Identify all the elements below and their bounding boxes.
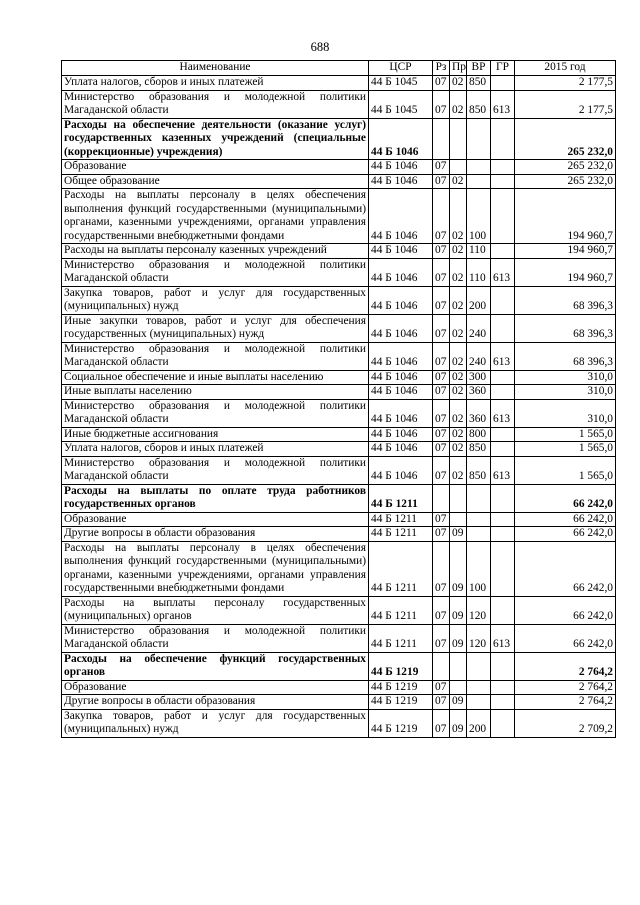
row-pr-cell: 02 <box>450 90 467 118</box>
row-csr-cell: 44 Б 1046 <box>369 399 433 427</box>
table-row <box>62 695 616 710</box>
row-pr-cell <box>450 512 467 527</box>
table-row <box>62 456 616 484</box>
row-gr-cell <box>491 160 515 175</box>
row-pr-cell: 02 <box>450 442 467 457</box>
row-amount-cell: 265 232,0 <box>515 174 616 189</box>
row-csr-cell: 44 Б 1046 <box>369 442 433 457</box>
row-amount-cell: 66 242,0 <box>515 527 616 542</box>
row-gr-cell <box>491 370 515 385</box>
row-vr-cell <box>467 680 491 695</box>
row-rz-cell: 07 <box>433 160 450 175</box>
row-gr-cell <box>491 484 515 512</box>
row-csr-cell: 44 Б 1219 <box>369 709 433 737</box>
row-csr-cell: 44 Б 1046 <box>369 189 433 244</box>
row-rz-cell: 07 <box>433 527 450 542</box>
row-gr-cell <box>491 76 515 91</box>
row-vr-cell <box>467 484 491 512</box>
row-pr-cell <box>450 680 467 695</box>
row-rz-cell: 07 <box>433 174 450 189</box>
row-amount-cell: 68 396,3 <box>515 314 616 342</box>
row-gr-cell: 613 <box>491 258 515 286</box>
row-gr-cell <box>491 527 515 542</box>
row-vr-cell: 200 <box>467 709 491 737</box>
header-gr: ГР <box>491 61 515 76</box>
row-gr-cell <box>491 695 515 710</box>
table-row <box>62 527 616 542</box>
row-csr-cell: 44 Б 1046 <box>369 427 433 442</box>
row-name-cell: Общее образование <box>62 174 369 189</box>
row-name-cell: Министерство образования и молодежной политики Магаданской области <box>62 624 369 652</box>
table-row <box>62 258 616 286</box>
row-gr-cell <box>491 680 515 695</box>
header-rz: Рз <box>433 61 450 76</box>
row-name-cell: Закупка товаров, работ и услуг для государственных (муниципальных) нужд <box>62 709 369 737</box>
row-rz-cell: 07 <box>433 442 450 457</box>
row-csr-cell: 44 Б 1046 <box>369 370 433 385</box>
table-row <box>62 174 616 189</box>
row-gr-cell <box>491 652 515 680</box>
row-rz-cell: 07 <box>433 76 450 91</box>
header-year: 2015 год <box>515 61 616 76</box>
row-rz-cell: 07 <box>433 244 450 259</box>
row-gr-cell: 613 <box>491 342 515 370</box>
row-csr-cell: 44 Б 1046 <box>369 286 433 314</box>
row-rz-cell: 07 <box>433 399 450 427</box>
row-vr-cell: 800 <box>467 427 491 442</box>
row-pr-cell: 09 <box>450 541 467 596</box>
row-gr-cell <box>491 118 515 160</box>
row-pr-cell: 02 <box>450 174 467 189</box>
row-amount-cell: 2 177,5 <box>515 90 616 118</box>
row-csr-cell: 44 Б 1211 <box>369 527 433 542</box>
row-pr-cell: 02 <box>450 286 467 314</box>
row-amount-cell: 68 396,3 <box>515 286 616 314</box>
row-vr-cell: 850 <box>467 442 491 457</box>
row-vr-cell <box>467 174 491 189</box>
row-name-cell: Другие вопросы в области образования <box>62 695 369 710</box>
row-rz-cell <box>433 484 450 512</box>
row-pr-cell: 09 <box>450 596 467 624</box>
row-vr-cell: 120 <box>467 596 491 624</box>
row-amount-cell: 194 960,7 <box>515 258 616 286</box>
row-rz-cell <box>433 118 450 160</box>
row-amount-cell: 2 764,2 <box>515 652 616 680</box>
row-vr-cell: 110 <box>467 244 491 259</box>
row-name-cell: Уплата налогов, сборов и иных платежей <box>62 442 369 457</box>
row-amount-cell: 265 232,0 <box>515 160 616 175</box>
row-vr-cell <box>467 652 491 680</box>
row-csr-cell: 44 Б 1046 <box>369 118 433 160</box>
table-row <box>62 385 616 400</box>
header-name: Наименование <box>62 61 369 76</box>
row-name-cell: Образование <box>62 160 369 175</box>
row-amount-cell: 66 242,0 <box>515 541 616 596</box>
row-rz-cell: 07 <box>433 342 450 370</box>
row-csr-cell: 44 Б 1046 <box>369 342 433 370</box>
row-rz-cell: 07 <box>433 314 450 342</box>
table-row <box>62 189 616 244</box>
row-vr-cell: 240 <box>467 314 491 342</box>
row-name-cell: Расходы на выплаты персоналу в целях обеспечения выполнения функций государственными (муниципальными) органами, казенными учреждениями, органами управления государственными внебюджетными фондами <box>62 541 369 596</box>
row-rz-cell: 07 <box>433 680 450 695</box>
row-pr-cell <box>450 118 467 160</box>
row-pr-cell <box>450 160 467 175</box>
row-amount-cell: 66 242,0 <box>515 512 616 527</box>
row-rz-cell: 07 <box>433 596 450 624</box>
table-row <box>62 624 616 652</box>
row-csr-cell: 44 Б 1045 <box>369 90 433 118</box>
row-vr-cell: 850 <box>467 76 491 91</box>
row-gr-cell <box>491 512 515 527</box>
row-gr-cell <box>491 442 515 457</box>
row-pr-cell: 02 <box>450 314 467 342</box>
row-amount-cell: 2 764,2 <box>515 680 616 695</box>
row-rz-cell: 07 <box>433 90 450 118</box>
row-pr-cell: 02 <box>450 385 467 400</box>
budget-table <box>61 60 616 738</box>
row-amount-cell: 310,0 <box>515 385 616 400</box>
row-gr-cell <box>491 541 515 596</box>
row-vr-cell: 360 <box>467 385 491 400</box>
table-row <box>62 314 616 342</box>
row-pr-cell: 09 <box>450 695 467 710</box>
row-vr-cell: 240 <box>467 342 491 370</box>
row-rz-cell: 07 <box>433 385 450 400</box>
row-pr-cell: 02 <box>450 342 467 370</box>
row-amount-cell: 66 242,0 <box>515 596 616 624</box>
row-rz-cell: 07 <box>433 189 450 244</box>
row-pr-cell: 09 <box>450 709 467 737</box>
row-gr-cell <box>491 427 515 442</box>
row-amount-cell: 1 565,0 <box>515 427 616 442</box>
row-vr-cell: 850 <box>467 90 491 118</box>
row-amount-cell: 310,0 <box>515 370 616 385</box>
row-csr-cell: 44 Б 1211 <box>369 624 433 652</box>
row-gr-cell: 613 <box>491 456 515 484</box>
table-row <box>62 427 616 442</box>
row-csr-cell: 44 Б 1211 <box>369 541 433 596</box>
row-amount-cell: 1 565,0 <box>515 456 616 484</box>
row-name-cell: Иные бюджетные ассигнования <box>62 427 369 442</box>
row-amount-cell: 265 232,0 <box>515 118 616 160</box>
header-vr: ВР <box>467 61 491 76</box>
row-csr-cell: 44 Б 1219 <box>369 680 433 695</box>
row-name-cell: Расходы на выплаты персоналу государственных (муниципальных) органов <box>62 596 369 624</box>
row-amount-cell: 68 396,3 <box>515 342 616 370</box>
row-rz-cell: 07 <box>433 370 450 385</box>
row-rz-cell: 07 <box>433 456 450 484</box>
row-pr-cell: 02 <box>450 456 467 484</box>
row-pr-cell: 09 <box>450 624 467 652</box>
row-gr-cell <box>491 314 515 342</box>
row-pr-cell: 09 <box>450 527 467 542</box>
table-row <box>62 680 616 695</box>
row-csr-cell: 44 Б 1211 <box>369 484 433 512</box>
row-gr-cell <box>491 596 515 624</box>
row-name-cell: Министерство образования и молодежной политики Магаданской области <box>62 342 369 370</box>
row-vr-cell: 360 <box>467 399 491 427</box>
row-amount-cell: 2 177,5 <box>515 76 616 91</box>
table-row <box>62 709 616 737</box>
row-vr-cell: 200 <box>467 286 491 314</box>
table-row <box>62 541 616 596</box>
row-gr-cell <box>491 174 515 189</box>
row-pr-cell: 02 <box>450 189 467 244</box>
row-rz-cell: 07 <box>433 258 450 286</box>
table-row <box>62 244 616 259</box>
row-name-cell: Уплата налогов, сборов и иных платежей <box>62 76 369 91</box>
row-rz-cell: 07 <box>433 709 450 737</box>
header-csr: ЦСР <box>369 61 433 76</box>
row-rz-cell: 07 <box>433 427 450 442</box>
table-row <box>62 512 616 527</box>
row-name-cell: Социальное обеспечение и иные выплаты населению <box>62 370 369 385</box>
row-name-cell: Образование <box>62 512 369 527</box>
row-gr-cell <box>491 244 515 259</box>
row-gr-cell <box>491 709 515 737</box>
row-rz-cell <box>433 652 450 680</box>
row-csr-cell: 44 Б 1046 <box>369 258 433 286</box>
row-vr-cell <box>467 527 491 542</box>
row-rz-cell: 07 <box>433 695 450 710</box>
row-name-cell: Министерство образования и молодежной политики Магаданской области <box>62 399 369 427</box>
row-gr-cell <box>491 385 515 400</box>
row-gr-cell: 613 <box>491 90 515 118</box>
row-csr-cell: 44 Б 1046 <box>369 174 433 189</box>
row-amount-cell: 66 242,0 <box>515 624 616 652</box>
row-name-cell: Расходы на выплаты по оплате труда работников государственных органов <box>62 484 369 512</box>
row-gr-cell: 613 <box>491 399 515 427</box>
row-vr-cell: 100 <box>467 189 491 244</box>
table-row <box>62 342 616 370</box>
row-vr-cell <box>467 512 491 527</box>
row-gr-cell <box>491 286 515 314</box>
row-pr-cell: 02 <box>450 76 467 91</box>
row-name-cell: Иные выплаты населению <box>62 385 369 400</box>
table-row <box>62 90 616 118</box>
table-row <box>62 484 616 512</box>
row-name-cell: Закупка товаров, работ и услуг для государственных (муниципальных) нужд <box>62 286 369 314</box>
table-body <box>62 76 616 738</box>
row-name-cell: Расходы на выплаты персоналу в целях обеспечения выполнения функций государственными (муниципальными) органами, казенными учреждениями, органами управления государственными внебюджетными фондами <box>62 189 369 244</box>
row-name-cell: Расходы на выплаты персоналу казенных учреждений <box>62 244 369 259</box>
row-rz-cell: 07 <box>433 624 450 652</box>
row-amount-cell: 2 709,2 <box>515 709 616 737</box>
row-amount-cell: 194 960,7 <box>515 189 616 244</box>
row-pr-cell <box>450 484 467 512</box>
row-csr-cell: 44 Б 1211 <box>369 512 433 527</box>
row-csr-cell: 44 Б 1046 <box>369 244 433 259</box>
row-pr-cell: 02 <box>450 427 467 442</box>
table-row <box>62 370 616 385</box>
row-amount-cell: 2 764,2 <box>515 695 616 710</box>
row-vr-cell: 300 <box>467 370 491 385</box>
header-pr: Пр <box>450 61 467 76</box>
row-rz-cell: 07 <box>433 541 450 596</box>
row-gr-cell <box>491 189 515 244</box>
row-csr-cell: 44 Б 1046 <box>369 456 433 484</box>
row-amount-cell: 194 960,7 <box>515 244 616 259</box>
row-name-cell: Министерство образования и молодежной политики Магаданской области <box>62 90 369 118</box>
row-csr-cell: 44 Б 1045 <box>369 76 433 91</box>
row-pr-cell <box>450 652 467 680</box>
table-row <box>62 118 616 160</box>
row-vr-cell <box>467 160 491 175</box>
row-vr-cell: 100 <box>467 541 491 596</box>
row-rz-cell: 07 <box>433 286 450 314</box>
row-name-cell: Иные закупки товаров, работ и услуг для обеспечения государственных (муниципальных) нужд <box>62 314 369 342</box>
row-pr-cell: 02 <box>450 244 467 259</box>
table-row <box>62 286 616 314</box>
row-name-cell: Расходы на обеспечение деятельности (оказание услуг) государственных казенных учреждений (специальные (коррекционные) учреждения) <box>62 118 369 160</box>
row-vr-cell <box>467 695 491 710</box>
row-vr-cell <box>467 118 491 160</box>
row-pr-cell: 02 <box>450 370 467 385</box>
table-row <box>62 442 616 457</box>
table-header-row <box>62 61 616 76</box>
row-pr-cell: 02 <box>450 258 467 286</box>
row-csr-cell: 44 Б 1219 <box>369 695 433 710</box>
row-name-cell: Расходы на обеспечение функций государственных органов <box>62 652 369 680</box>
row-csr-cell: 44 Б 1046 <box>369 160 433 175</box>
table-row <box>62 652 616 680</box>
row-gr-cell: 613 <box>491 624 515 652</box>
row-pr-cell: 02 <box>450 399 467 427</box>
table-row <box>62 399 616 427</box>
table-row <box>62 596 616 624</box>
row-csr-cell: 44 Б 1046 <box>369 385 433 400</box>
row-vr-cell: 850 <box>467 456 491 484</box>
row-name-cell: Другие вопросы в области образования <box>62 527 369 542</box>
row-vr-cell: 110 <box>467 258 491 286</box>
page-number: 688 <box>310 40 330 54</box>
table-row <box>62 76 616 91</box>
row-csr-cell: 44 Б 1219 <box>369 652 433 680</box>
row-amount-cell: 1 565,0 <box>515 442 616 457</box>
row-csr-cell: 44 Б 1211 <box>369 596 433 624</box>
row-csr-cell: 44 Б 1046 <box>369 314 433 342</box>
row-name-cell: Министерство образования и молодежной политики Магаданской области <box>62 456 369 484</box>
table-row <box>62 160 616 175</box>
row-amount-cell: 66 242,0 <box>515 484 616 512</box>
row-amount-cell: 310,0 <box>515 399 616 427</box>
row-name-cell: Министерство образования и молодежной политики Магаданской области <box>62 258 369 286</box>
row-vr-cell: 120 <box>467 624 491 652</box>
row-name-cell: Образование <box>62 680 369 695</box>
row-rz-cell: 07 <box>433 512 450 527</box>
